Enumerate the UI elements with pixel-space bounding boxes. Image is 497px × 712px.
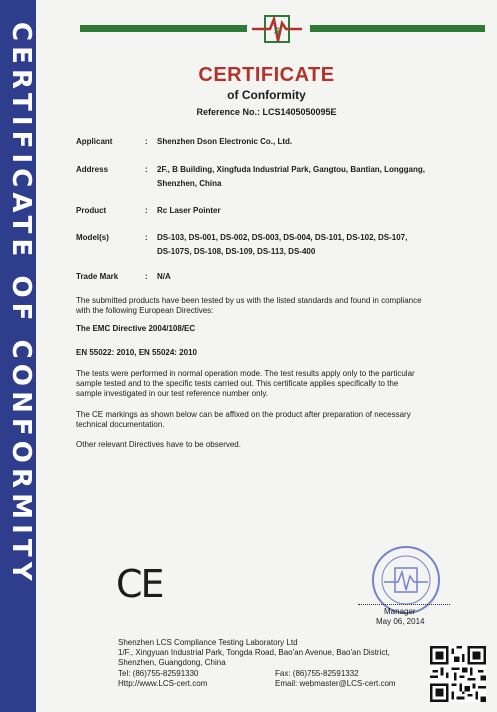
address-colon: :	[145, 165, 148, 174]
models-colon: :	[145, 233, 148, 242]
ce-marking-line-2: technical documentation.	[76, 420, 165, 429]
product-value: Rc Laser Pointer	[157, 206, 221, 215]
trademark-colon: :	[145, 272, 148, 281]
trademark-label: Trade Mark	[76, 272, 119, 281]
address-label: Address	[76, 165, 109, 174]
signature-line	[358, 604, 450, 605]
signatory-role: Manager	[384, 607, 416, 616]
footer-address-1: 1/F., Xingyuan Industrial Park, Tongda Road, Bao'an Avenue, Bao'an District,	[118, 648, 390, 657]
tests-line-3: sample investigated in our test reference number only.	[76, 389, 268, 398]
compliance-line-1: The submitted products have been tested by us with the listed standards and found in compliance	[76, 296, 422, 305]
directive: The EMC Directive 2004/108/EC	[76, 324, 196, 333]
address-line-2: Shenzhen, China	[157, 179, 222, 188]
footer-website[interactable]: Http://www.LCS-cert.com	[118, 679, 208, 688]
header-bar-right	[310, 25, 485, 32]
product-label: Product	[76, 206, 107, 215]
certificate-subtitle: of Conformity	[227, 88, 306, 102]
footer-address-2: Shenzhen, Guangdong, China	[118, 658, 226, 667]
trademark-value: N/A	[157, 272, 171, 281]
sidebar-band	[0, 0, 36, 712]
reference-number: Reference No.: LCS1405050095E	[196, 107, 337, 117]
applicant-colon: :	[145, 137, 148, 146]
models-line-1: DS-103, DS-001, DS-002, DS-003, DS-004, DS-101, DS-102, DS-107,	[157, 233, 408, 242]
applicant-value: Shenzhen Dson Electronic Co., Ltd.	[157, 137, 293, 146]
ce-mark-icon: CE	[116, 562, 163, 606]
signature-date: May 06, 2014	[376, 617, 425, 626]
footer-email[interactable]: Email: webmaster@LCS-cert.com	[275, 679, 396, 688]
models-label: Model(s)	[76, 233, 109, 242]
tests-line-2: sample tested and to the specific tests carried out. This certificate applies specifically to the	[76, 379, 399, 388]
applicant-label: Applicant	[76, 137, 113, 146]
lcs-logo-icon	[248, 9, 306, 49]
certificate-title: CERTIFICATE	[198, 64, 335, 86]
address-line-1: 2F., B Building, Xingfuda Industrial Park, Gangtou, Bantian, Longgang,	[157, 165, 426, 174]
lcs-stamp-icon	[370, 544, 442, 616]
qr-code-icon	[430, 646, 486, 702]
footer-fax: Fax: (86)755-82591332	[275, 669, 359, 678]
header-bar-left	[80, 25, 247, 32]
ce-marking-line-1: The CE markings as shown below can be affixed on the product after preparation of necessary	[76, 410, 411, 419]
product-colon: :	[145, 206, 148, 215]
models-line-2: DS-107S, DS-108, DS-109, DS-113, DS-400	[157, 247, 316, 256]
sidebar-title: CERTIFICATE OF CONFORMITY	[6, 22, 36, 586]
footer-company: Shenzhen LCS Compliance Testing Laboratory Ltd	[118, 638, 298, 647]
tests-line-1: The tests were performed in normal operation mode. The test results apply only to the particular	[76, 369, 415, 378]
svg-text:S: S	[273, 26, 281, 36]
other-directives: Other relevant Directives have to be observed.	[76, 440, 241, 449]
compliance-line-2: with the following European Directives:	[76, 306, 214, 315]
footer-tel: Tel: (86)755-82591330	[118, 669, 199, 678]
standards: EN 55022: 2010, EN 55024: 2010	[76, 348, 197, 357]
